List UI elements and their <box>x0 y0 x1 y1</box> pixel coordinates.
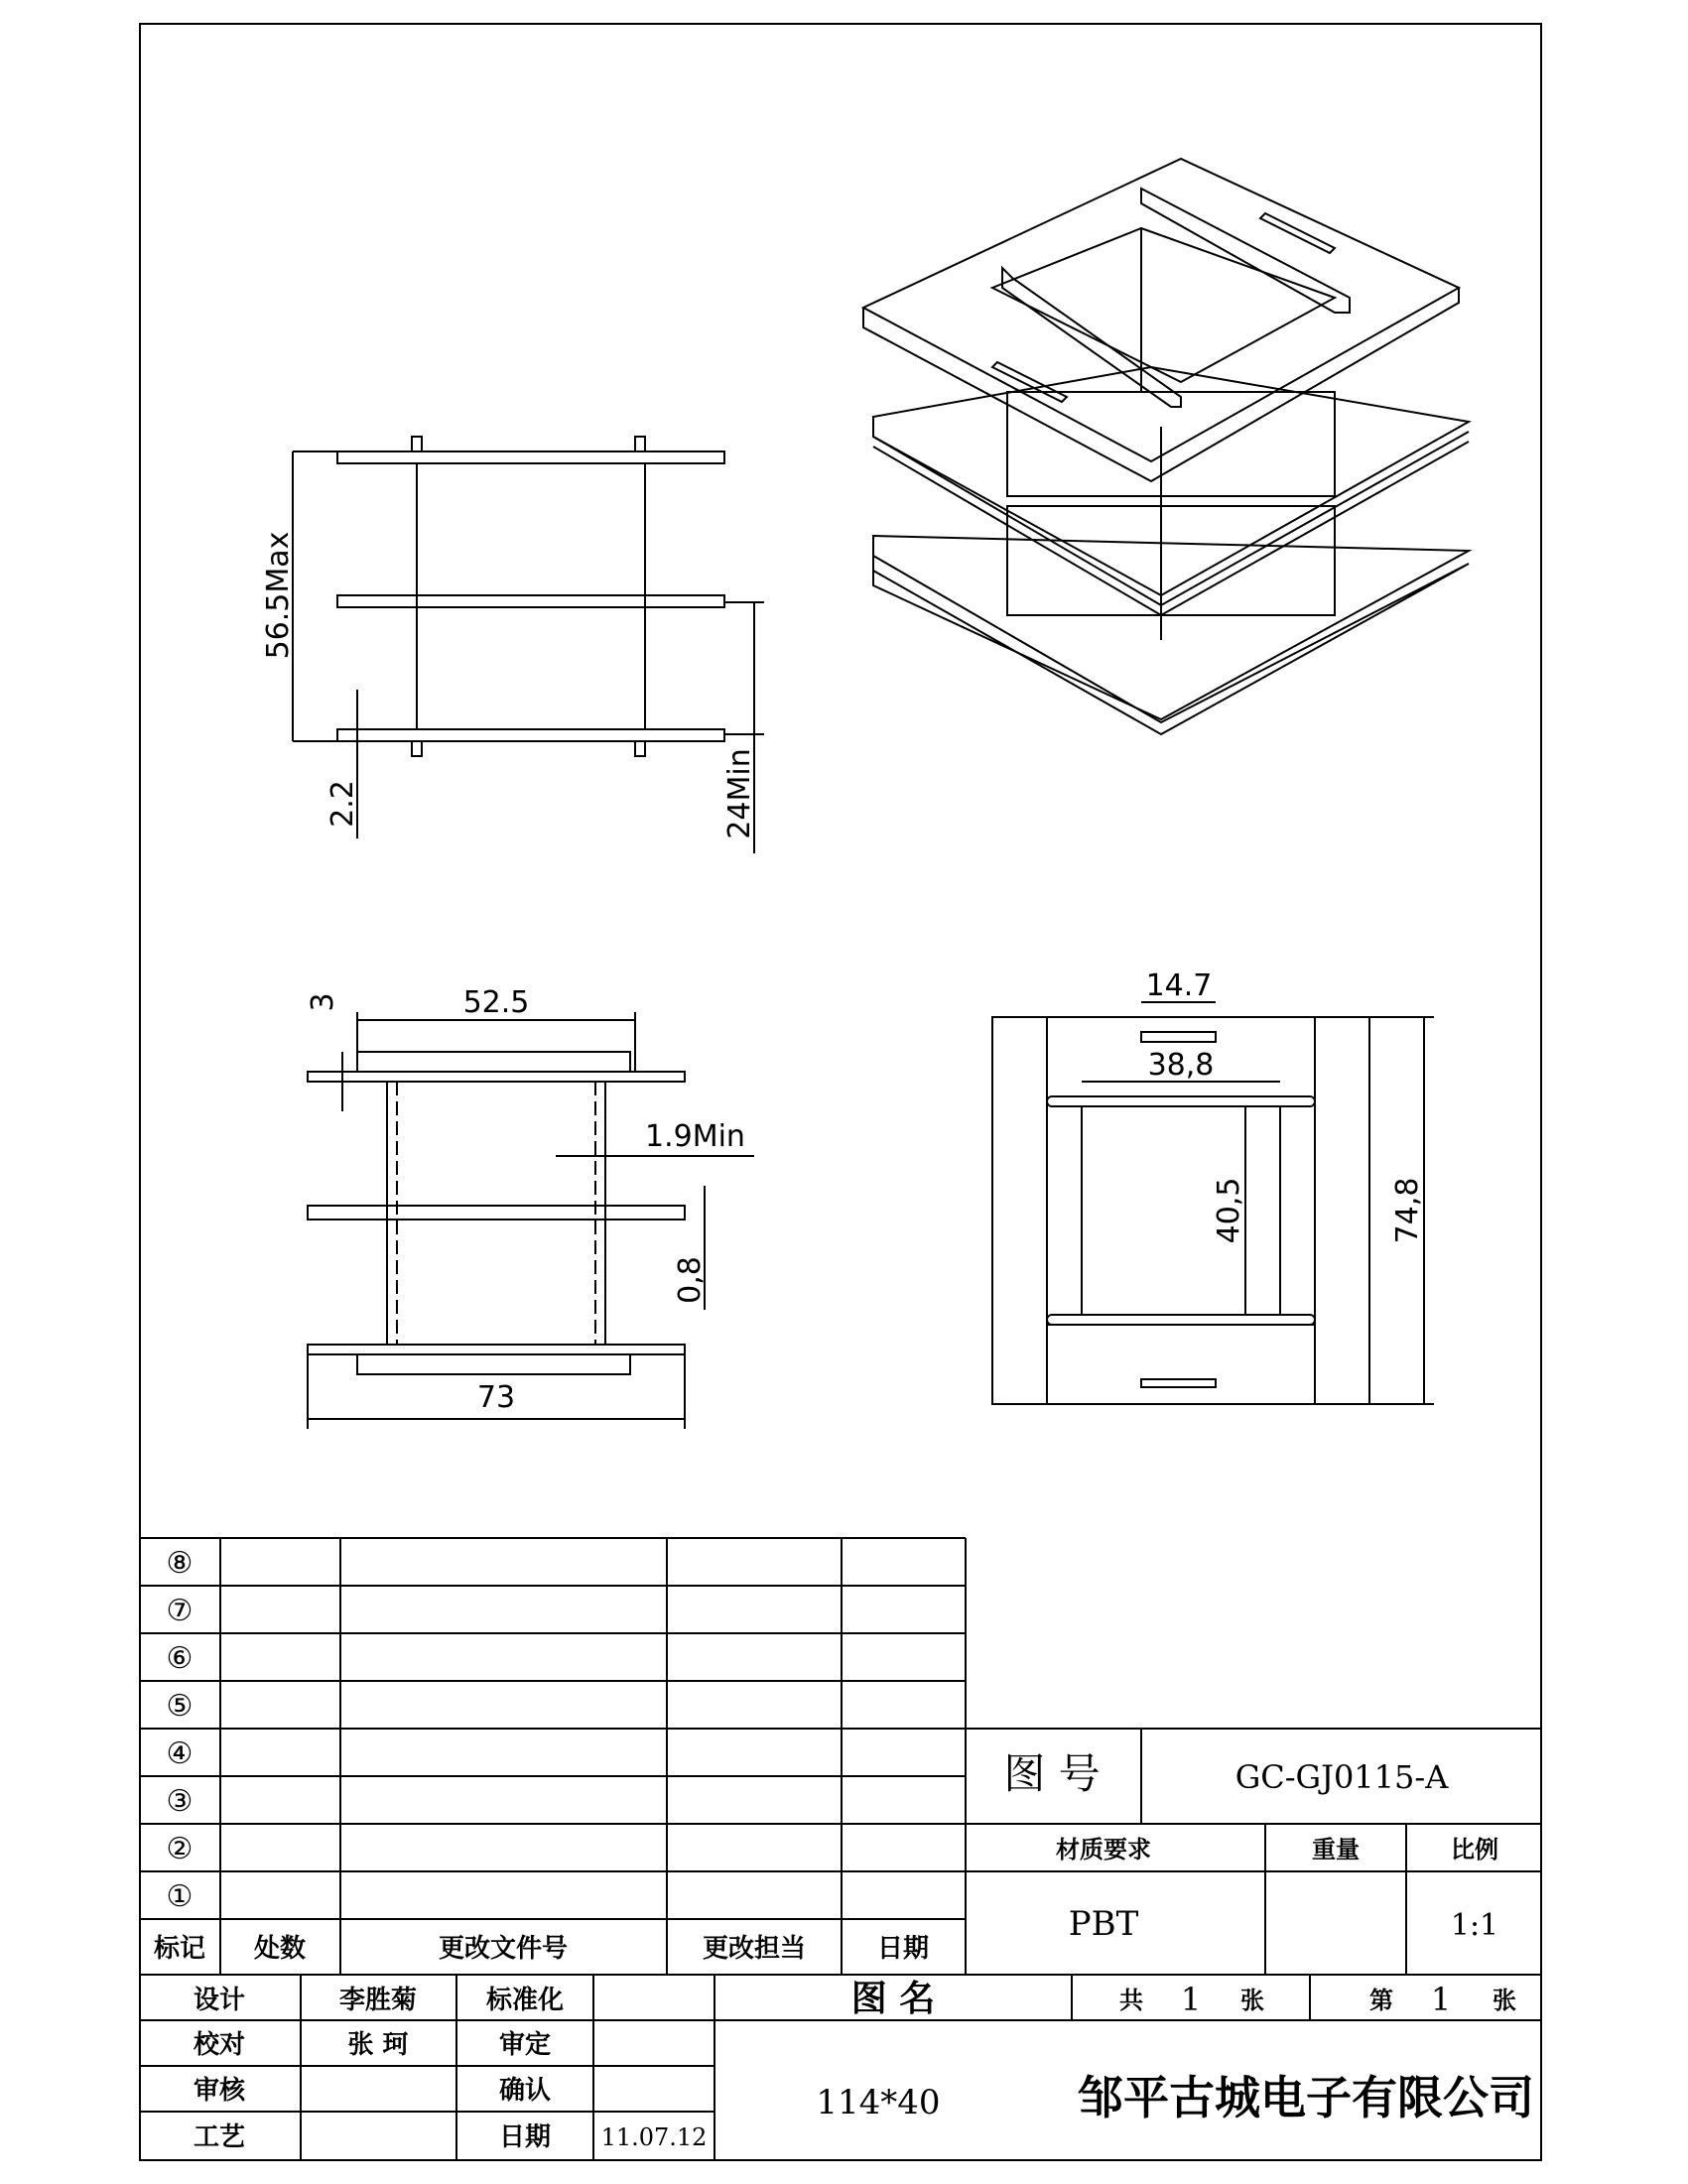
drawing-name-label: 图 名 <box>850 1978 936 2019</box>
row-mark-8: ⑧ <box>166 1546 194 1581</box>
header-change-owner: 更改担当 <box>702 1934 807 1964</box>
dim-slot-width: 14.7 <box>1145 968 1213 1003</box>
sheet-unit: 张 <box>1493 1986 1516 2014</box>
header-change-doc: 更改文件号 <box>438 1934 569 1964</box>
date-label: 日期 <box>498 2122 552 2152</box>
side-view <box>308 1012 754 1429</box>
row-mark-1: ① <box>166 1879 194 1914</box>
row-mark-5: ⑤ <box>166 1689 194 1724</box>
dim-inner-width: 38,8 <box>1147 1048 1215 1083</box>
dim-top-step: 3 <box>306 992 340 1012</box>
scale-label: 比例 <box>1451 1835 1498 1863</box>
dim-mid-flange: 0,8 <box>673 1256 708 1304</box>
title-block <box>194 1749 1534 2152</box>
dim-inner-depth: 40,5 <box>1212 1177 1246 1244</box>
row-mark-7: ⑦ <box>166 1594 194 1628</box>
design-label: 设计 <box>193 1986 246 2015</box>
dim-top-width: 52.5 <box>462 985 530 1020</box>
dim-overall-width: 73 <box>476 1380 516 1415</box>
drawing-name: 114*40 <box>816 2083 941 2122</box>
total-unit: 张 <box>1240 1986 1264 2014</box>
total-label: 共 <box>1119 1986 1143 2014</box>
row-mark-2: ② <box>166 1832 194 1866</box>
dim-overall-depth: 74,8 <box>1390 1177 1425 1244</box>
header-count: 处数 <box>253 1934 307 1964</box>
iso-top-flange <box>863 159 1459 461</box>
total-value: 1 <box>1180 1981 1202 2018</box>
revision-table <box>154 1546 929 1964</box>
row-mark-4: ④ <box>166 1736 194 1771</box>
sheet-value: 1 <box>1430 1981 1452 2018</box>
isometric-view <box>863 159 1469 734</box>
process-label: 工艺 <box>193 2122 246 2152</box>
sheet-label: 第 <box>1369 1986 1393 2014</box>
dim-flange-thickness: 2.2 <box>325 780 360 828</box>
dim-height-max: 56.5Max <box>261 531 296 660</box>
row-mark-3: ③ <box>166 1784 194 1819</box>
iso-bottom-flange <box>873 536 1469 719</box>
scale-value: 1:1 <box>1450 1908 1499 1943</box>
row-mark-6: ⑥ <box>166 1641 194 1676</box>
front-view <box>293 437 764 853</box>
audit-label: 审核 <box>193 2076 246 2106</box>
dimension-labels <box>261 532 1425 1415</box>
dim-window-min: 24Min <box>722 748 757 839</box>
confirm-label: 确认 <box>498 2076 552 2106</box>
drawing-no: GC-GJ0115-A <box>1234 1758 1449 1796</box>
header-date: 日期 <box>876 1934 930 1964</box>
drawing-no-label: 图 号 <box>1003 1749 1101 1798</box>
company-name: 邹平古城电子有限公司 <box>1078 2071 1534 2124</box>
iso-slot-top <box>1260 213 1335 253</box>
check-name: 张 珂 <box>347 2030 409 2060</box>
header-mark: 标记 <box>153 1934 206 1964</box>
material-label: 材质要求 <box>1056 1835 1151 1863</box>
date-value: 11.07.12 <box>600 2123 708 2151</box>
check-label: 校对 <box>193 2030 246 2060</box>
material-value: PBT <box>1068 1904 1139 1944</box>
weight-label: 重量 <box>1312 1835 1360 1863</box>
review-label: 审定 <box>498 2030 552 2060</box>
design-name: 李胜菊 <box>338 1986 418 2015</box>
dim-wall-min: 1.9Min <box>645 1119 745 1154</box>
standard-label: 标准化 <box>485 1986 565 2015</box>
